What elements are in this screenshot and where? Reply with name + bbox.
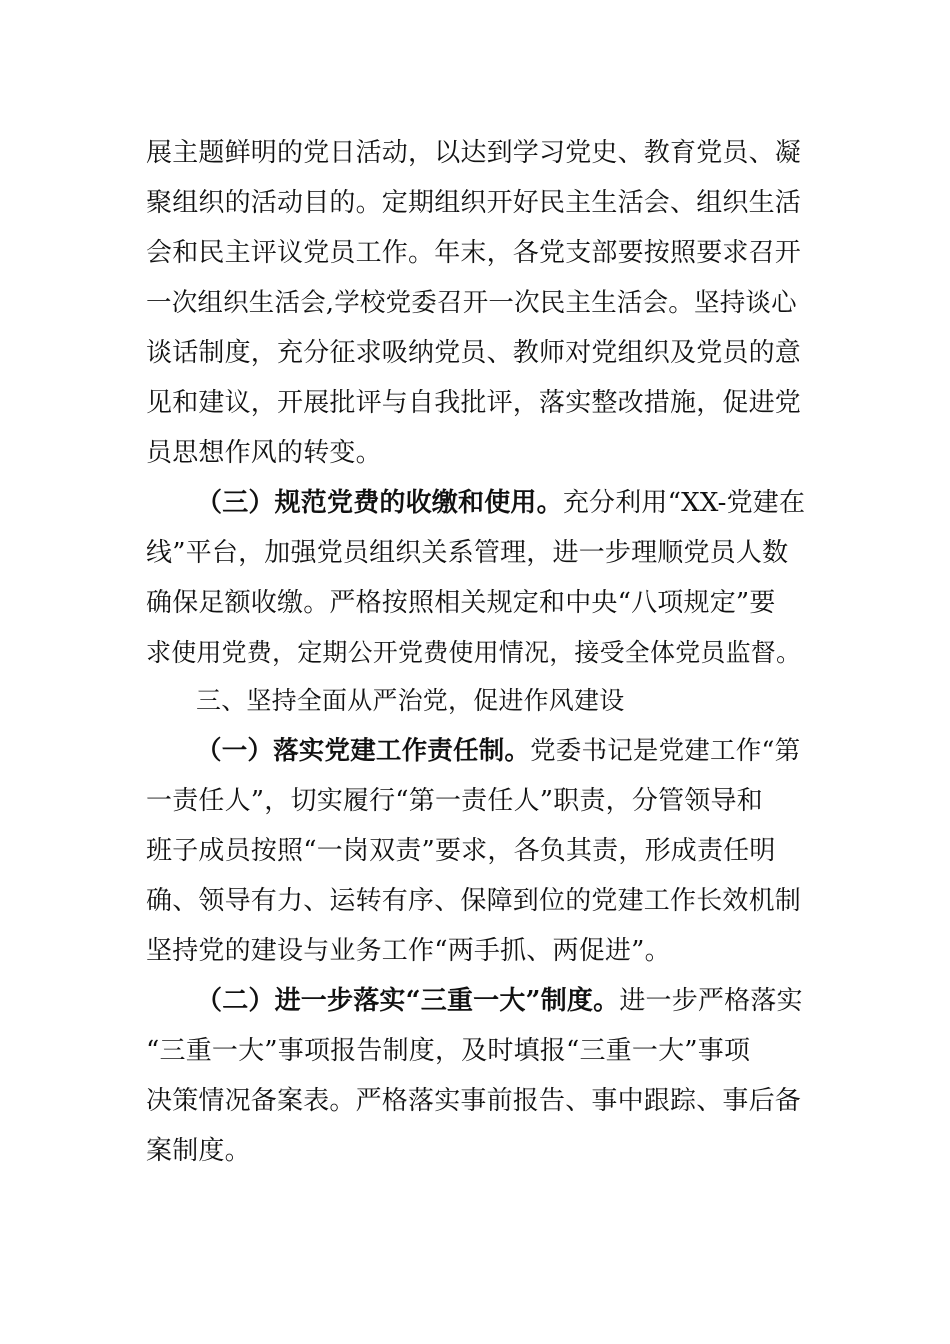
body-line: 坚持党的建设与业务工作“两手抓、两促进”。 — [146, 936, 671, 966]
body-line: 聚组织的活动目的。定期组织开好民主生活会、组织生活 — [146, 188, 802, 218]
paragraph-text: 充分利用“XX-党建在 — [562, 488, 806, 518]
body-line: “三重一大”事项报告制度，及时填报“三重一大”事项 — [146, 1036, 751, 1066]
body-line: 案制度。 — [146, 1136, 251, 1166]
paragraph-first-line — [196, 984, 803, 1018]
body-line: 会和民主评议党员工作。年末，各党支部要按照要求召开 — [146, 238, 802, 268]
body-line: 确、领导有力、运转有序、保障到位的党建工作长效机制 — [146, 886, 802, 916]
paragraph-first-line — [196, 734, 800, 768]
body-line: 决策情况备案表。严格落实事前报告、事中跟踪、事后备 — [146, 1086, 802, 1116]
body-line: 谈话制度，充分征求吸纳党员、教师对党组织及党员的意 — [146, 338, 802, 368]
section-heading: 三、坚持全面从严治党，促进作风建设 — [196, 686, 625, 715]
body-line: 一责任人”，切实履行“第一责任人”职责，分管领导和 — [146, 786, 763, 816]
paragraph-lead: （二）进一步落实“三重一大”制度。 — [196, 986, 620, 1016]
body-line: 确保足额收缴。严格按照相关规定和中央“八项规定”要 — [146, 588, 776, 618]
body-line: 员思想作风的转变。 — [146, 438, 382, 468]
paragraph-text: 党委书记是党建工作“第 — [530, 736, 801, 766]
paragraph-lead: （一）落实党建工作责任制。 — [196, 736, 531, 766]
paragraph-lead: （三）规范党费的收缴和使用。 — [196, 488, 563, 518]
paragraph-first-line — [196, 486, 805, 520]
paragraph-text: 进一步严格落实 — [619, 986, 803, 1016]
body-line: 展主题鲜明的党日活动，以达到学习党史、教育党员、凝 — [146, 138, 802, 168]
body-line: 线”平台，加强党员组织关系管理，进一步理顺党员人数 — [146, 538, 789, 568]
body-line: 一次组织生活会,学校党委召开一次民主生活会。坚持谈心 — [146, 288, 797, 318]
body-line: 见和建议，开展批评与自我批评，落实整改措施，促进党 — [146, 388, 802, 418]
body-line: 求使用党费，定期公开党费使用情况，接受全体党员监督。 — [146, 638, 802, 667]
body-line: 班子成员按照“一岗双责”要求，各负其责，形成责任明 — [146, 836, 776, 866]
